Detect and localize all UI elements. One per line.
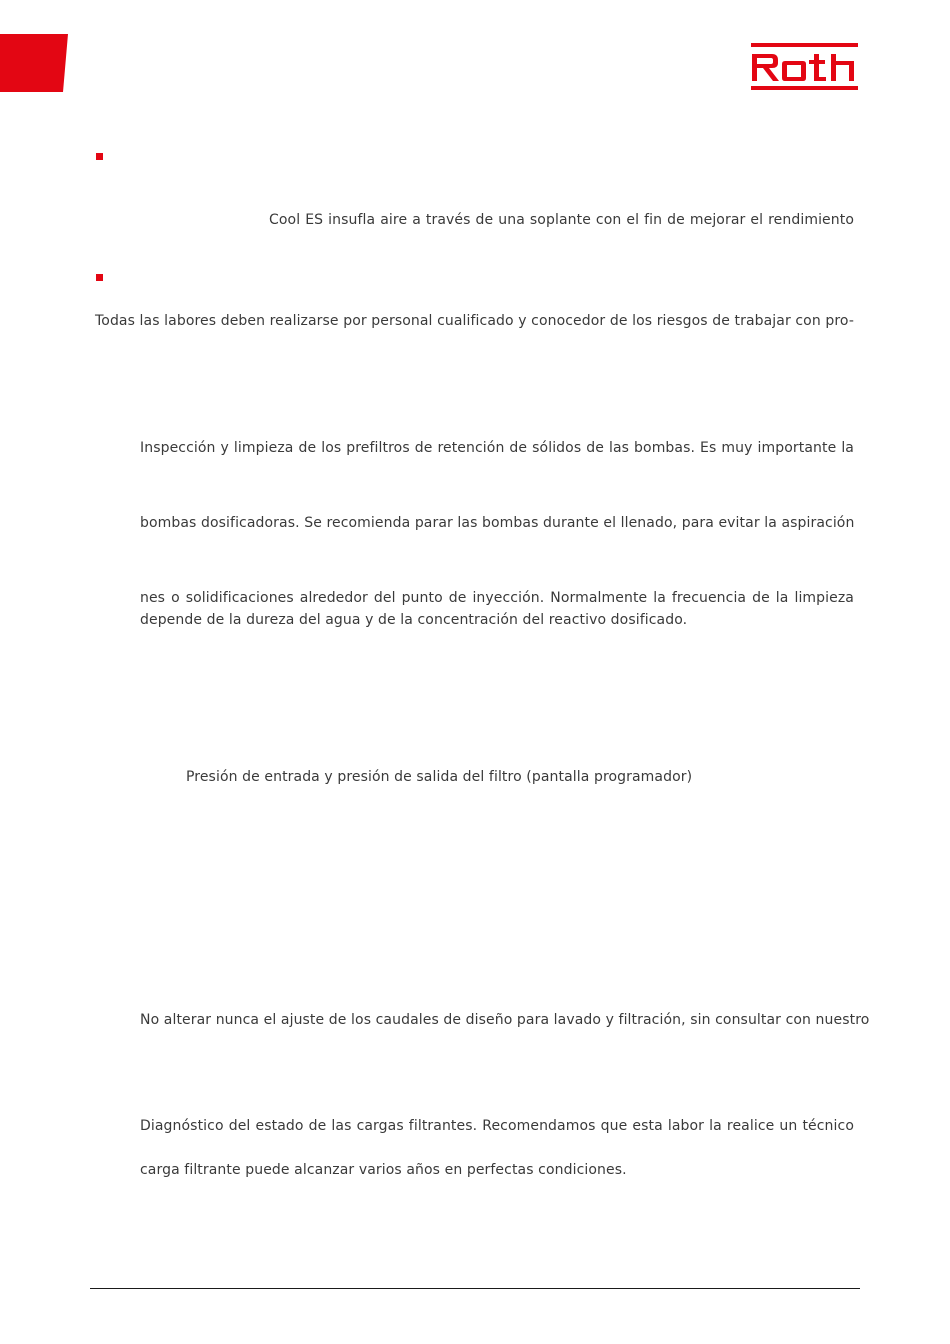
body-text-line: depende de la dureza del agua y de la concentración del reactivo dosificado. <box>140 612 688 628</box>
body-text-line: No alterar nunca el ajuste de los caudales de diseño para lavado y filtración, sin consultar con nuestro <box>140 1012 870 1028</box>
corner-tab-decoration <box>0 0 70 92</box>
section-bullet-1 <box>96 153 103 160</box>
body-text-line: Inspección y limpieza de los prefiltros de retención de sólidos de las bombas. Es muy importante la <box>140 440 854 456</box>
body-text-line: nes o solidificaciones alrededor del punto de inyección. Normalmente la frecuencia de la limpieza <box>140 590 854 606</box>
body-text-line: Todas las labores deben realizarse por personal cualificado y conocedor de los riesgos de trabajar con pro- <box>95 313 854 329</box>
body-text-line: Cool ES insufla aire a través de una soplante con el fin de mejorar el rendimiento <box>269 212 854 228</box>
section-bullet-2 <box>96 274 103 281</box>
footer-divider <box>90 1288 860 1289</box>
body-text-line: carga filtrante puede alcanzar varios años en perfectas condiciones. <box>140 1162 627 1178</box>
body-text-line: Diagnóstico del estado de las cargas filtrantes. Recomendamos que esta labor la realice un técnico <box>140 1118 854 1134</box>
roth-logo <box>748 42 860 92</box>
body-text-line: Presión de entrada y presión de salida del filtro (pantalla programador) <box>186 769 693 785</box>
body-text-line: bombas dosificadoras. Se recomienda parar las bombas durante el llenado, para evitar la aspiración <box>140 515 855 531</box>
